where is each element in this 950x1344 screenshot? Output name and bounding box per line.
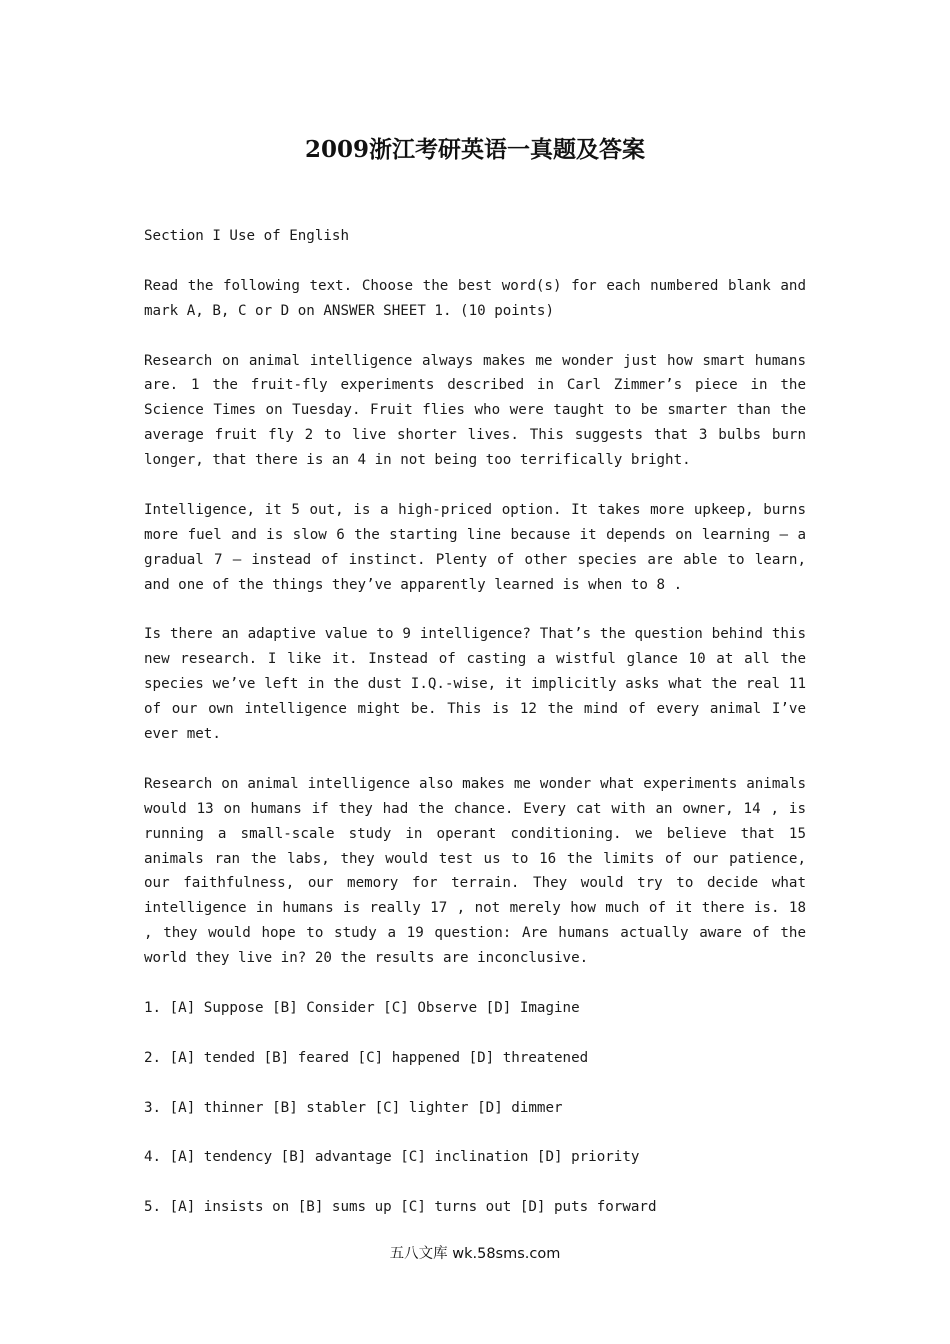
section-heading: Section I Use of English	[144, 228, 349, 244]
question-4: 4. [A] tendency [B] advantage [C] inclination [D] priority	[144, 1149, 640, 1166]
question-3: 3. [A] thinner [B] stabler [C] lighter [D] dimmer	[144, 1099, 563, 1116]
instructions-paragraph: Read the following text. Choose the best word(s) for each numbered blank and mark A, B, C or D on ANSWER SHEET 1. (10 points)	[144, 277, 806, 319]
passage-paragraph-2: Intelligence, it 5 out, is a high-priced option. It takes more upkeep, burns more fuel and is slow 6 the starting line because it depends on learning — a gradual 7 — instead of instinct. Plenty of other species are able to learn, and one of the things they’ve apparently learned is when to 8 .	[144, 501, 806, 593]
passage-paragraph-3: Is there an adaptive value to 9 intelligence? That’s the question behind this new research. I like it. Instead of casting a wistful glance 10 at all the species we’ve left in the dust I.Q.-wise, it implicitly asks what the real 11 of our own intelligence might be. This is 12 the mind of every animal I’ve ever met.	[144, 626, 806, 743]
passage-paragraph-1: Research on animal intelligence always makes me wonder just how smart humans are. 1 the fruit-fly experiments described in Carl Zimmer’s piece in the Science Times on Tuesday. Fruit flies who were taught to be smarter than the average fruit fly 2 to live shorter lives. This suggests that 3 bulbs burn longer, that there is an 4 in not being too terrifically bright.	[144, 352, 806, 469]
question-2: 2. [A] tended [B] feared [C] happened [D] threatened	[144, 1049, 589, 1066]
question-5: 5. [A] insists on [B] sums up [C] turns out [D] puts forward	[144, 1199, 657, 1216]
document-body	[144, 224, 806, 1245]
passage-paragraph-4: Research on animal intelligence also makes me wonder what experiments animals would 13 on humans if they had the chance. Every cat with an owner, 14 , is running a small-scale study in operant conditioning. we believe that 15 animals ran the labs, they would test us to 16 the limits of our patience, our faithfulness, our memory for terrain. They would try to decide what intelligence in humans is really 17 , not merely how much of it there is. 18 , they would hope to study a 19 question: Are humans actually aware of the world they live in? 20 the results are inconclusive.	[144, 775, 806, 967]
page-footer: 五八文库 wk.58sms.com	[389, 1246, 561, 1262]
question-1: 1. [A] Suppose [B] Consider [C] Observe [D] Imagine	[144, 1000, 580, 1016]
document-title: 2009浙江考研英语一真题及答案	[304, 136, 645, 163]
